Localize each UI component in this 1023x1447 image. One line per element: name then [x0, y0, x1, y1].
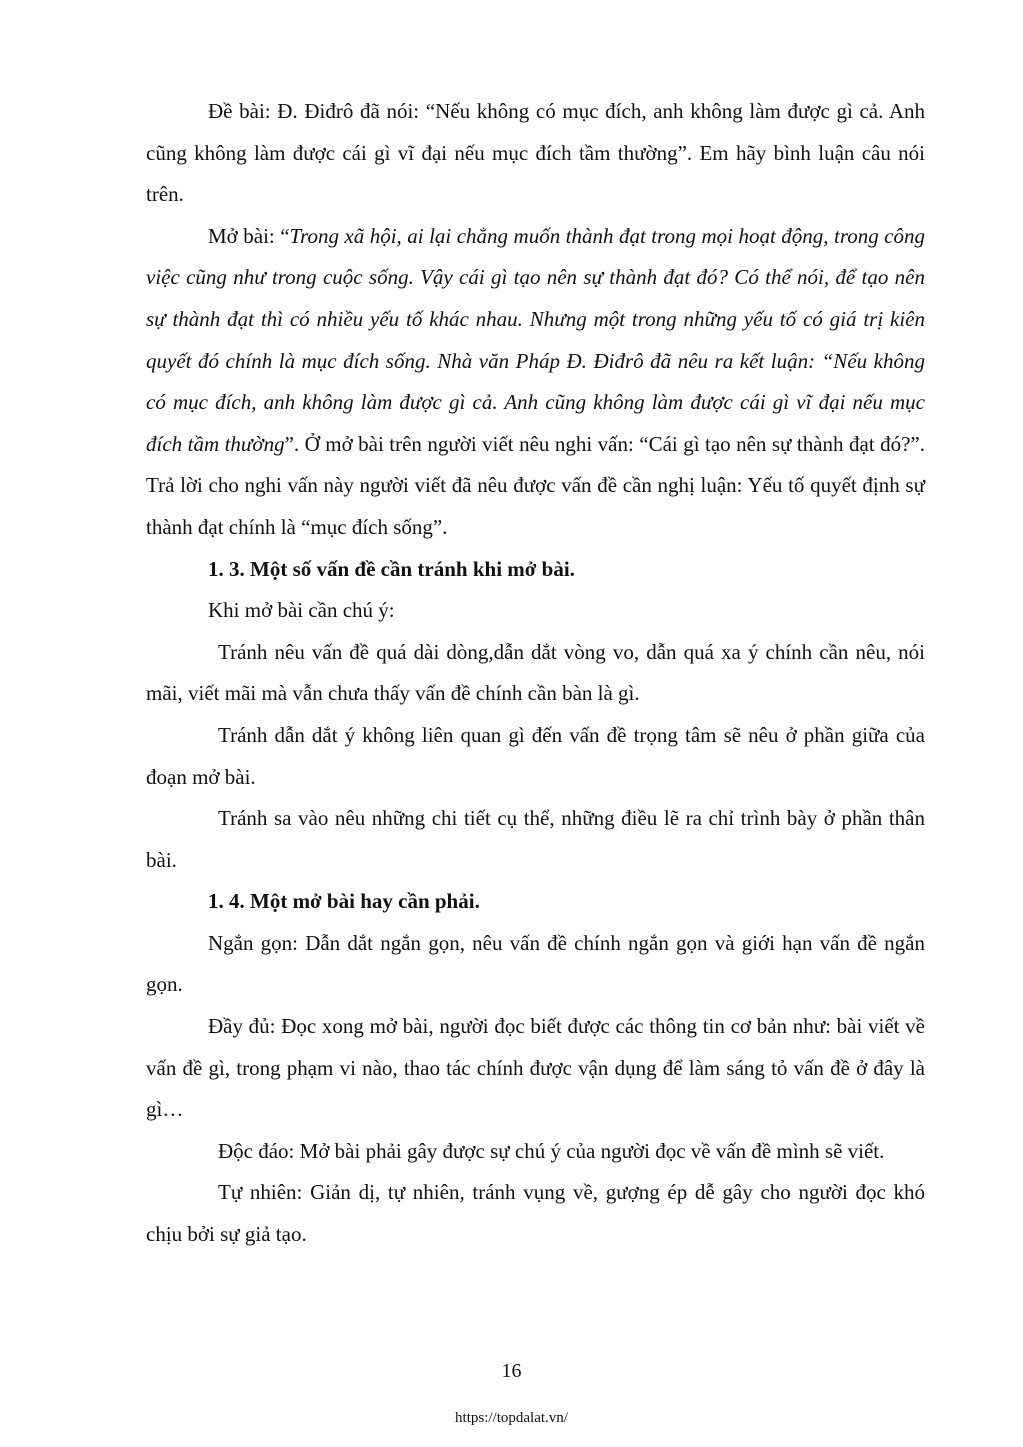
opening-analysis: ”. Ở mở bài trên người viết nêu nghi vấn: “Cái gì tạo nên sự thành đạt đó?”. Trả lời cho nghi vấn này người viết đã nêu được vấn đề cần nghị luận: Yếu tố quyết định sự thành đạt chính là “mục đích sống”.	[146, 431, 926, 539]
requirement-concise: Ngắn gọn: Dẫn dắt ngắn gọn, nêu vấn đề chính ngắn gọn và giới hạn vấn đề ngắn gọn.	[146, 930, 925, 997]
note-intro-paragraph: Khi mở bài cần chú ý:	[208, 598, 395, 623]
heading-number: 1	[208, 556, 219, 581]
avoid-item-2: Tránh dẫn dắt ý không liên quan gì đến vấn đề trọng tâm sẽ nêu ở phần giữa của đoạn mở bài.	[146, 722, 925, 789]
requirement-natural: Tự nhiên: Giản dị, tự nhiên, tránh vụng về, gượng ép dễ gây cho người đọc khó chịu bởi sự giả tạo.	[146, 1180, 925, 1247]
section-heading-1-3	[146, 549, 925, 591]
footer-url[interactable]: https://topdalat.vn/	[455, 1410, 568, 1426]
requirement-unique: Độc đáo: Mở bài phải gây được sự chú ý của người đọc về vấn đề mình sẽ viết.	[218, 1138, 885, 1163]
heading-text: . 3. Một số vấn đề cần tránh khi mở bài.	[218, 556, 575, 581]
avoid-item-1: Tránh nêu vấn đề quá dài dòng,dẫn dắt vòng vo, dẫn quá xa ý chính cần nêu, nói mãi, viết mãi mà vẫn chưa thấy vấn đề chính cần bàn là gì.	[146, 639, 925, 706]
opening-example-paragraph	[146, 216, 925, 549]
requirement-complete: Đầy đủ: Đọc xong mở bài, người đọc biết được các thông tin cơ bản như: bài viết về vấn đề gì, trong phạm vi nào, thao tác chính được vận dụng để làm sáng tỏ vấn đề ở đây là gì…	[146, 1014, 925, 1122]
opening-quote: Trong xã hội, ai lại chẳng muốn thành đạt trong mọi hoạt động, trong công việc cũng như trong cuộc sống. Vậy cái gì tạo nên sự thành đạt đó? Có thể nói, để tạo nên sự thành đạt thì có nhiều yếu tố khác nhau. Nhưng một trong những yếu tố có giá trị kiên quyết đó chính là mục đích sống. Nhà văn Pháp Đ. Điđrô đã nêu ra kết luận: “Nếu không có mục đích, anh không làm được gì cả. Anh cũng không làm được cái gì vĩ đại nếu mục đích tầm thường	[146, 223, 926, 456]
opening-lead: Mở bài: “	[208, 223, 290, 248]
topic-paragraph: Đề bài: Đ. Điđrô đã nói: “Nếu không có mục đích, anh không làm được gì cả. Anh cũng không làm được cái gì vĩ đại nếu mục đích tầm thường”. Em hãy bình luận câu nói trên.	[146, 99, 925, 207]
avoid-item-3: Tránh sa vào nêu những chi tiết cụ thể, những điều lẽ ra chỉ trình bày ở phần thân bài.	[146, 806, 925, 872]
page-number: 16	[501, 1360, 522, 1382]
section-heading-1-4: 1. 4. Một mở bài hay cần phải.	[208, 889, 480, 914]
document-page	[146, 91, 925, 1256]
